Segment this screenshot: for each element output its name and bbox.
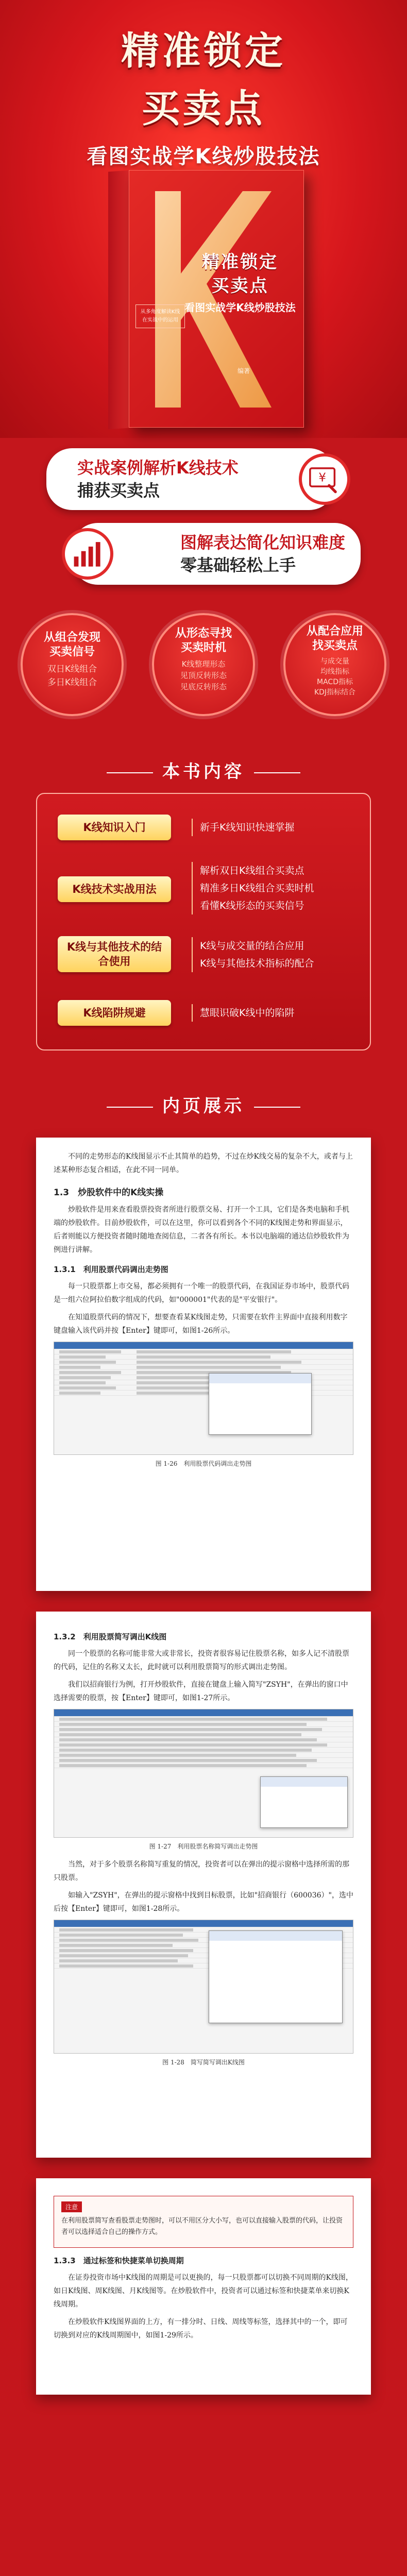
figure-caption: 图 1-28 简写简写调出K线图: [162, 2059, 245, 2066]
contents-heading: 本书内容: [0, 747, 407, 793]
contents-item: K线与成交量的结合应用: [192, 937, 314, 955]
screenshot-figure: [54, 1920, 353, 2054]
cover-subtitle: 看图实战学K线炒股技法: [184, 301, 296, 314]
feature-2-line1: 图解表达简化知识难度: [180, 533, 346, 552]
contents-item: 精准多日K线组合买卖时机: [192, 879, 314, 897]
feature-circles: [0, 613, 407, 747]
contents-item: 看懂K线形态的买卖信号: [192, 897, 314, 914]
page-subheading: 1.3.3 通过标签和快捷菜单切换周期: [54, 2256, 184, 2265]
page-paragraph: 同一个股票的名称可能非常大或非常长，投资者很容易记住股票名称，如多人记不清股票的代码，记住的名称又太长，此时就可以利用股票简写的形式调出走势图。: [54, 1650, 349, 1671]
tip-title: 注意: [61, 2201, 82, 2212]
circle-title: 从组合发现买卖信号: [43, 631, 100, 658]
svg-text:¥: ¥: [318, 471, 326, 485]
popup-window: [209, 1373, 312, 1435]
page-paragraph: 在证券投资市场中K线图的周期是可以更换的，每一只股票都可以切换不同周期的K线图，如日K线图、周K线图、月K线图等。在炒股软件中，投资者可以通过标签和快捷菜单来切换K线周期。: [54, 2274, 353, 2309]
contents-row: [58, 933, 357, 979]
contents-item: 新手K线知识快速掌握: [192, 819, 294, 836]
page-subheading: 1.3.1 利用股票代码调出走势图: [54, 1265, 168, 1274]
book-cover: [108, 170, 304, 428]
popup-window: [209, 1930, 343, 2023]
cover-title-line1: 精准锁定: [202, 252, 278, 273]
tip-box: [54, 2196, 353, 2248]
circle-title: 从形态寻找买卖时机: [175, 627, 232, 654]
circle-combination: [21, 613, 124, 716]
contents-item: 慧眼识破K线中的陷阱: [192, 1004, 294, 1022]
contents-row: [58, 1000, 357, 1026]
circle-item: 见顶反转形态: [180, 671, 227, 680]
contents-badge: K线技术实战用法: [58, 876, 171, 902]
cover-title-line2: 买卖点: [211, 276, 269, 296]
circle-application: [283, 613, 386, 716]
feature-2-line2: 零基础轻松上手: [180, 555, 296, 575]
circle-item: K线整理形态: [181, 659, 226, 669]
book-front: [129, 170, 304, 428]
circle-item: 与成交量: [320, 657, 349, 666]
circle-item: 多日K线组合: [47, 677, 97, 688]
circle-item: 见底反转形态: [180, 682, 227, 691]
preview-page-3: [36, 2178, 371, 2395]
contents-badge: K线知识入门: [58, 815, 171, 840]
circle-item: KDJ指标结合: [314, 688, 356, 697]
page-paragraph: 当然，对于多个股票名称简写重复的情况，投资者可以在弹出的提示窗格中选择所需的那只股票。: [54, 1860, 349, 1882]
page-paragraph: 我们以招商银行为例，打开炒股软件，直接在键盘上输入简写"ZSYH"，在弹出的窗口中选择需要的股票，按【Enter】键即可，如图1-27所示。: [54, 1681, 348, 1702]
circle-item: 均线指标: [320, 668, 349, 676]
hero-banner: [0, 0, 407, 438]
preview-heading: 内页展示: [0, 1081, 407, 1127]
tip-text: 在利用股票简写查看股票走势图时，可以不用区分大小写，也可以直接输入股票的代码，让投资者可以选择适合自己的操作方式。: [61, 2217, 343, 2236]
contents-panel: [36, 793, 371, 1050]
cover-author: 编著: [238, 367, 250, 375]
circle-pattern: [152, 613, 255, 716]
contents-badge: K线与其他技术的结合使用: [58, 936, 171, 972]
circle-title: 从配合应用找买卖点: [306, 625, 363, 652]
circle-item: MACD指标: [317, 678, 353, 686]
page-paragraph: 不同的走势形态的K线图显示不止其简单的趋势，不过在炒K线交易的复杂不大，或者与上述某种形态复合相适，在此不同一同单。: [54, 1153, 353, 1174]
contents-badge: K线陷阱规避: [58, 1000, 171, 1026]
feature-1-line2: 捕获买卖点: [77, 481, 160, 500]
page-paragraph: 在知道股票代码的情况下，想要查看某K线图走势，只需要在软件主界面中直接利用数字键盘输入该代码并按【Enter】键即可，如图1-26所示。: [54, 1313, 348, 1335]
hero-title-line2: 买卖点: [142, 87, 265, 131]
contents-item: 解析双日K线组合买卖点: [192, 862, 314, 879]
feature-pill-1: [46, 448, 335, 510]
figure-caption: 图 1-27 利用股票名称简写调出走势图: [149, 1843, 258, 1850]
preview-pages: [0, 1127, 407, 2576]
cover-highlight-box: 从多角度解读K线在实战中的运用: [135, 304, 185, 328]
hero-subtitle: 看图实战学K线炒股技法: [87, 145, 320, 168]
page-heading: 1.3 炒股软件中的K线实操: [54, 1188, 164, 1198]
page-paragraph: 炒股软件是用来查看股票投资者所进行股票交易、打开一个工具，它们是各类电脑和手机端的炒股软件。目前炒股软件，可以在这里，你可以看到各个不同的K线图走势和界面显示，后者则能以方便投资者随时随地查阅信息，二者各有所长。本书以电脑端的通达信炒股软件为例进行讲解。: [54, 1206, 349, 1254]
contents-item: K线与其他技术指标的配合: [192, 955, 314, 972]
screenshot-figure: [54, 1342, 353, 1455]
bar-chart-icon: [62, 528, 113, 580]
page-paragraph: 每一只股票都上市交易，都必须拥有一个唯一的股票代码，在我国证券市场中，股票代码是一组六位阿拉伯数字组成的代码，如"000001"代表的是"平安银行"。: [54, 1282, 349, 1304]
preview-page-2: [36, 1612, 371, 2158]
preview-page-1: [36, 1138, 371, 1591]
feature-1-line1: 实战案例解析K线技术: [77, 458, 239, 478]
feature-banners: [0, 438, 407, 613]
contents-row: [58, 861, 357, 918]
page-subheading: 1.3.2 利用股票简写调出K线图: [54, 1632, 167, 1641]
screenshot-figure: [54, 1709, 353, 1838]
contents-row: [58, 815, 357, 840]
page-paragraph: 在炒股软件K线图界面的上方，有一排分时、日线、周线等标签，选择其中的一个，即可切换到对应的K线周期图中，如图1-29所示。: [54, 2318, 348, 2340]
circle-item: 双日K线组合: [47, 664, 97, 674]
hero-title-line1: 精准锁定: [121, 29, 286, 73]
popup-window: [260, 1776, 348, 1828]
feature-pill-2: [72, 523, 361, 585]
yen-icon: [299, 453, 350, 505]
figure-caption: 图 1-26 利用股票代码调出走势图: [155, 1460, 252, 1467]
page-paragraph: 如输入"ZSYH"，在弹出的提示窗格中找到目标股票，比如"招商银行（600036）"，选中后按【Enter】键即可，如图1-28所示。: [54, 1891, 353, 1913]
